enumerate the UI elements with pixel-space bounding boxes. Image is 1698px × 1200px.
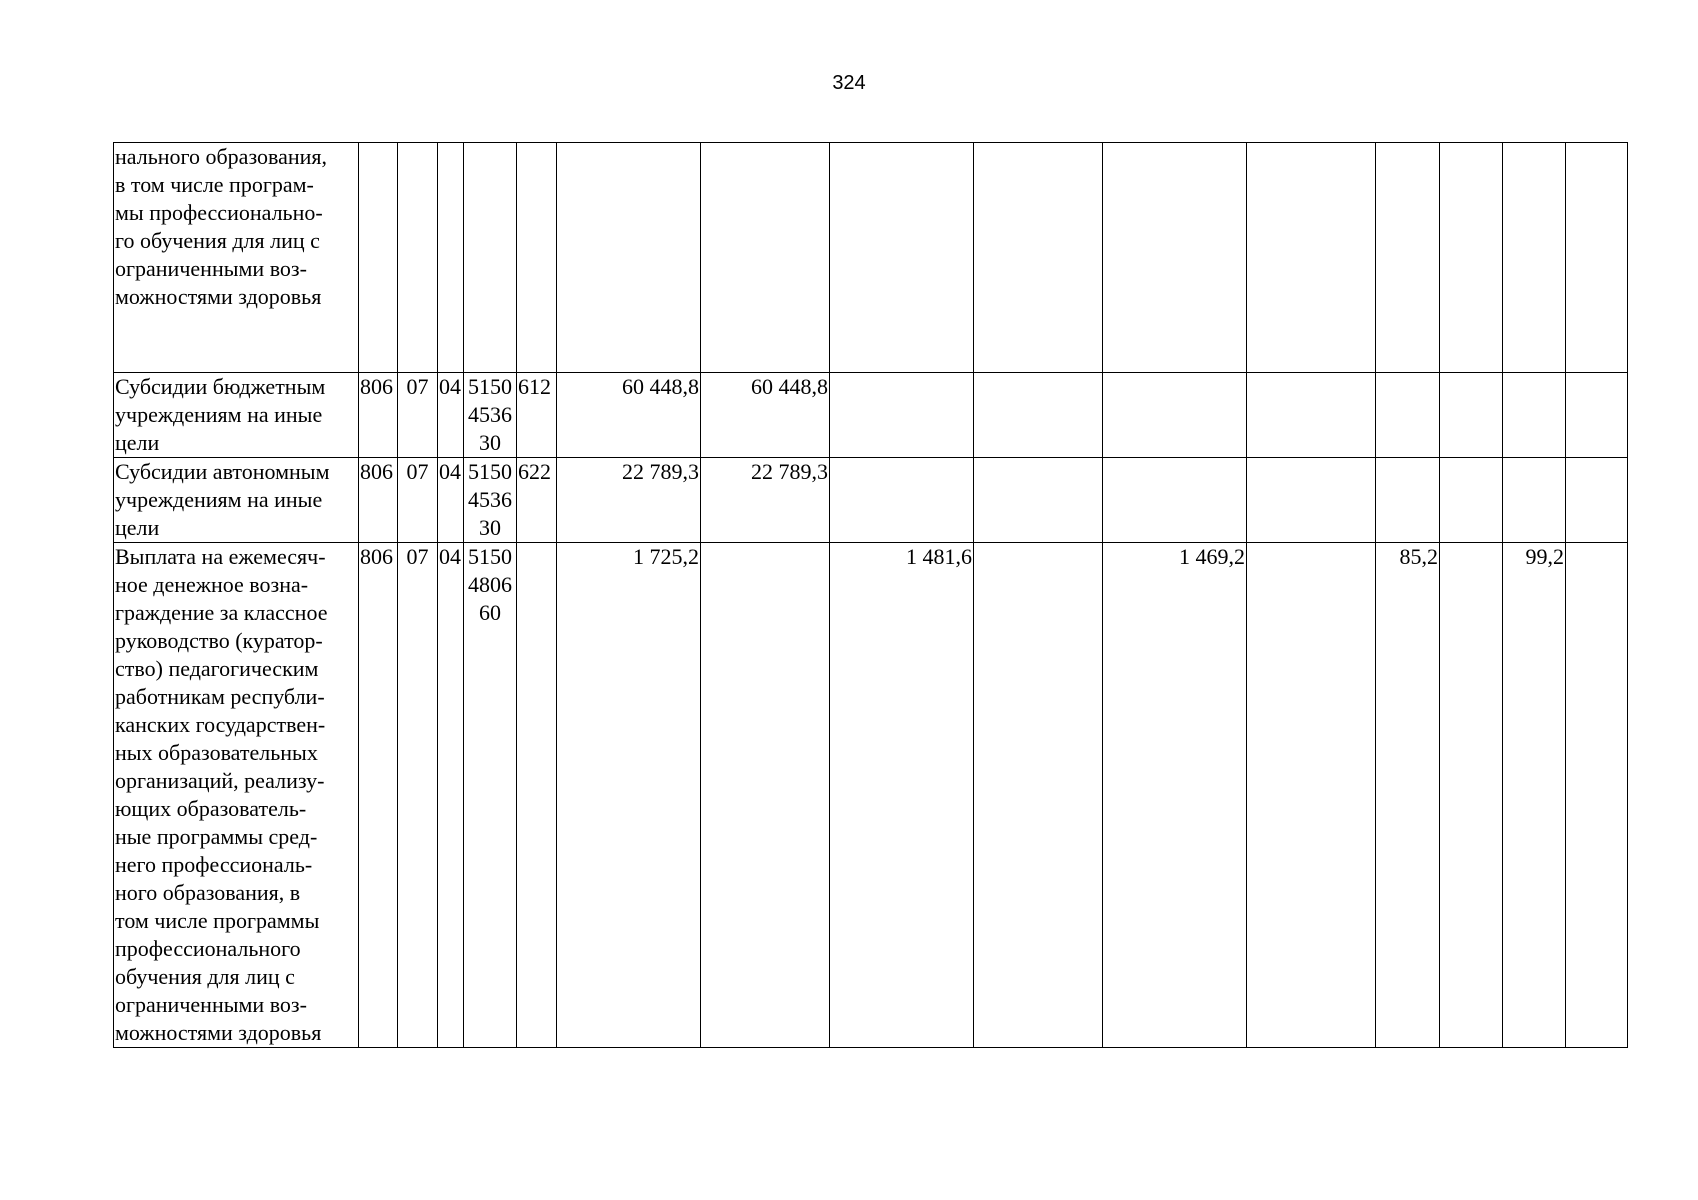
section-code-cell: 07: [398, 458, 438, 543]
amount-cell: [1103, 458, 1247, 543]
amount-cell: [1566, 458, 1628, 543]
amount-cell: [974, 543, 1103, 1048]
amount-cell: 85,2: [1376, 543, 1440, 1048]
amount-cell: 22 789,3: [557, 458, 701, 543]
item-name-cell: нального образования, в том числе програм- мы профессионально- го обучения для лиц с ограниченными воз- можностями здоровья: [114, 143, 359, 373]
amount-cell: [974, 143, 1103, 373]
budget-table: [113, 142, 1628, 1048]
expense-type-cell: [517, 143, 557, 373]
target-code-cell: 5150 4536 30: [464, 458, 517, 543]
amount-cell: [1376, 373, 1440, 458]
amount-cell: [1376, 143, 1440, 373]
amount-cell: [1503, 143, 1566, 373]
amount-cell: 1 469,2: [1103, 543, 1247, 1048]
target-code-cell: [464, 143, 517, 373]
table-row: [114, 143, 1628, 373]
subsection-code-cell: 04: [438, 458, 464, 543]
amount-cell: [974, 458, 1103, 543]
ministry-code-cell: 806: [359, 458, 398, 543]
amount-cell: [1440, 458, 1503, 543]
amount-cell: 99,2: [1503, 543, 1566, 1048]
amount-cell: [1503, 373, 1566, 458]
amount-cell: [1103, 373, 1247, 458]
amount-cell: [1247, 458, 1376, 543]
amount-cell: [1376, 458, 1440, 543]
subsection-code-cell: 04: [438, 373, 464, 458]
ministry-code-cell: 806: [359, 543, 398, 1048]
subsection-code-cell: [438, 143, 464, 373]
amount-cell: [557, 143, 701, 373]
amount-cell: 1 481,6: [830, 543, 974, 1048]
amount-cell: [1247, 373, 1376, 458]
item-name-cell: Выплата на ежемесяч- ное денежное возна- граждение за классное руководство (куратор- ство) педагогическим работникам республи- канских государствен- ных образовательных организаций, реализу- ющих образователь- ные программы сред- него профессиональ- ного образования, в том числе программы профессионального обучения для лиц с ограниченными воз- можностями здоровья: [114, 543, 359, 1048]
page-number: 324: [832, 72, 866, 94]
subsection-code-cell: 04: [438, 543, 464, 1048]
amount-cell: 60 448,8: [557, 373, 701, 458]
amount-cell: [701, 543, 830, 1048]
table-row: [114, 373, 1628, 458]
amount-cell: [1566, 543, 1628, 1048]
expense-type-cell: 612: [517, 373, 557, 458]
section-code-cell: 07: [398, 373, 438, 458]
amount-cell: [1103, 143, 1247, 373]
amount-cell: [1247, 143, 1376, 373]
amount-cell: [830, 373, 974, 458]
table-row: [114, 458, 1628, 543]
item-name-cell: Субсидии автономным учреждениям на иные цели: [114, 458, 359, 543]
amount-cell: 1 725,2: [557, 543, 701, 1048]
amount-cell: 60 448,8: [701, 373, 830, 458]
ministry-code-cell: 806: [359, 373, 398, 458]
section-code-cell: 07: [398, 543, 438, 1048]
amount-cell: [830, 458, 974, 543]
amount-cell: [1503, 458, 1566, 543]
amount-cell: [701, 143, 830, 373]
item-name-cell: Субсидии бюджетным учреждениям на иные цели: [114, 373, 359, 458]
amount-cell: [1440, 143, 1503, 373]
amount-cell: [1566, 143, 1628, 373]
expense-type-cell: 622: [517, 458, 557, 543]
amount-cell: [1440, 373, 1503, 458]
amount-cell: [830, 143, 974, 373]
section-code-cell: [398, 143, 438, 373]
target-code-cell: 5150 4536 30: [464, 373, 517, 458]
target-code-cell: 5150 4806 60: [464, 543, 517, 1048]
expense-type-cell: [517, 543, 557, 1048]
amount-cell: [974, 373, 1103, 458]
amount-cell: [1566, 373, 1628, 458]
amount-cell: [1440, 543, 1503, 1048]
ministry-code-cell: [359, 143, 398, 373]
amount-cell: 22 789,3: [701, 458, 830, 543]
amount-cell: [1247, 543, 1376, 1048]
table-row: [114, 543, 1628, 1048]
